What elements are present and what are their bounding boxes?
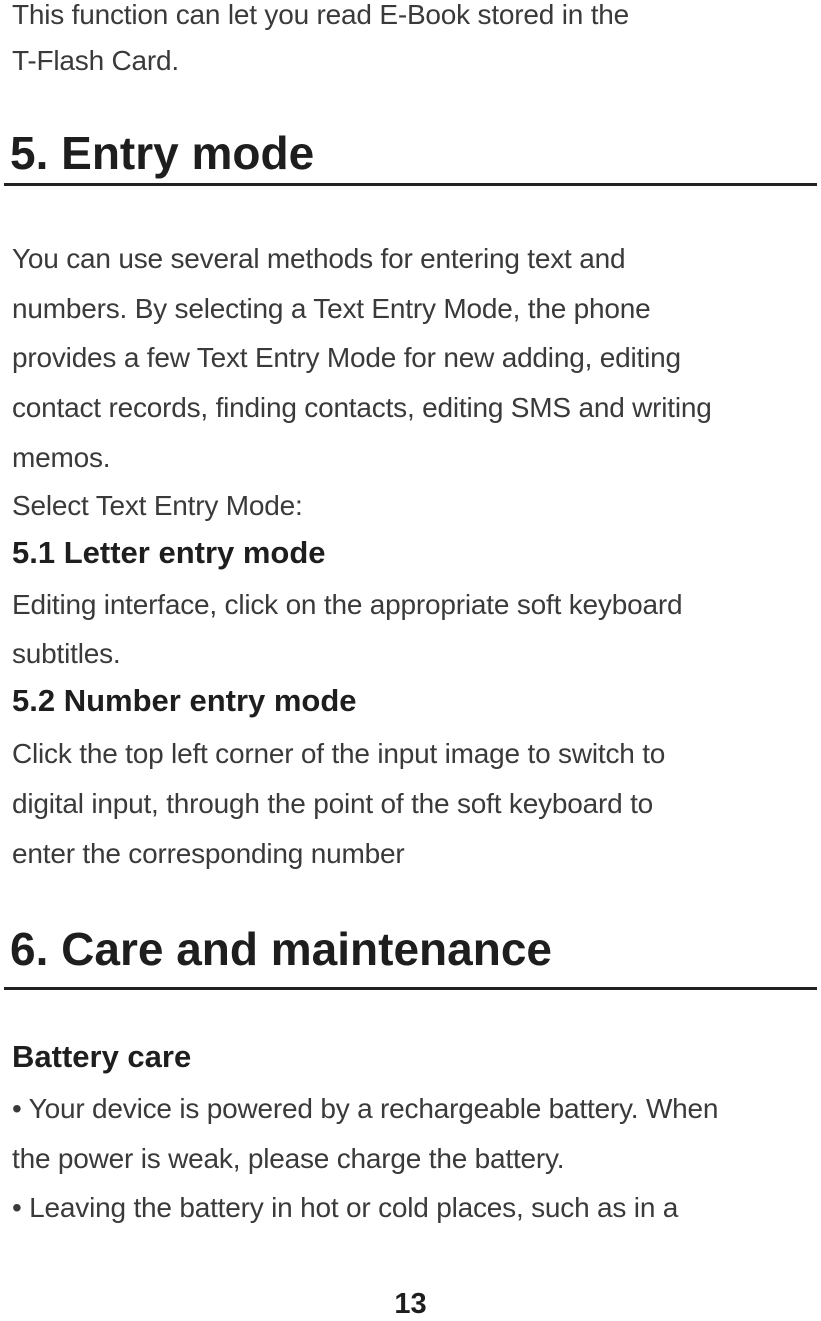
paragraph-line: numbers. By selecting a Text Entry Mode, the phone: [12, 293, 651, 324]
section-6-rule: [4, 987, 817, 990]
subsection-5-2-heading: 5.2 Number entry mode: [12, 683, 357, 718]
subsection-5-1-line: subtitles.: [12, 638, 121, 669]
subsection-5-2-line: Click the top left corner of the input image to switch to: [12, 738, 666, 769]
battery-care-heading: Battery care: [12, 1039, 192, 1074]
section-6-heading: 6. Care and maintenance: [10, 923, 552, 975]
page-number: 13: [394, 1288, 427, 1320]
paragraph-line: provides a few Text Entry Mode for new adding, editing: [12, 342, 681, 373]
subsection-5-1-heading: 5.1 Letter entry mode: [12, 535, 326, 570]
subsection-5-2-line: digital input, through the point of the soft keyboard to: [12, 788, 654, 819]
select-mode-line: Select Text Entry Mode:: [12, 490, 303, 521]
battery-care-line: • Your device is powered by a rechargeable battery. When: [12, 1093, 719, 1124]
intro-line: This function can let you read E-Book stored in the: [12, 0, 630, 30]
paragraph-line: memos.: [12, 442, 111, 473]
paragraph-line: contact records, finding contacts, editing SMS and writing: [12, 392, 712, 423]
section-5-rule: [4, 183, 817, 186]
section-5-heading: 5. Entry mode: [10, 127, 315, 179]
battery-care-line: • Leaving the battery in hot or cold places, such as in a: [12, 1192, 679, 1223]
subsection-5-2-line: enter the corresponding number: [12, 838, 405, 869]
battery-care-line: the power is weak, please charge the battery.: [12, 1143, 565, 1174]
subsection-5-1-line: Editing interface, click on the appropriate soft keyboard: [12, 589, 683, 620]
intro-line: T-Flash Card.: [12, 45, 179, 76]
paragraph-line: You can use several methods for entering text and: [12, 243, 626, 274]
